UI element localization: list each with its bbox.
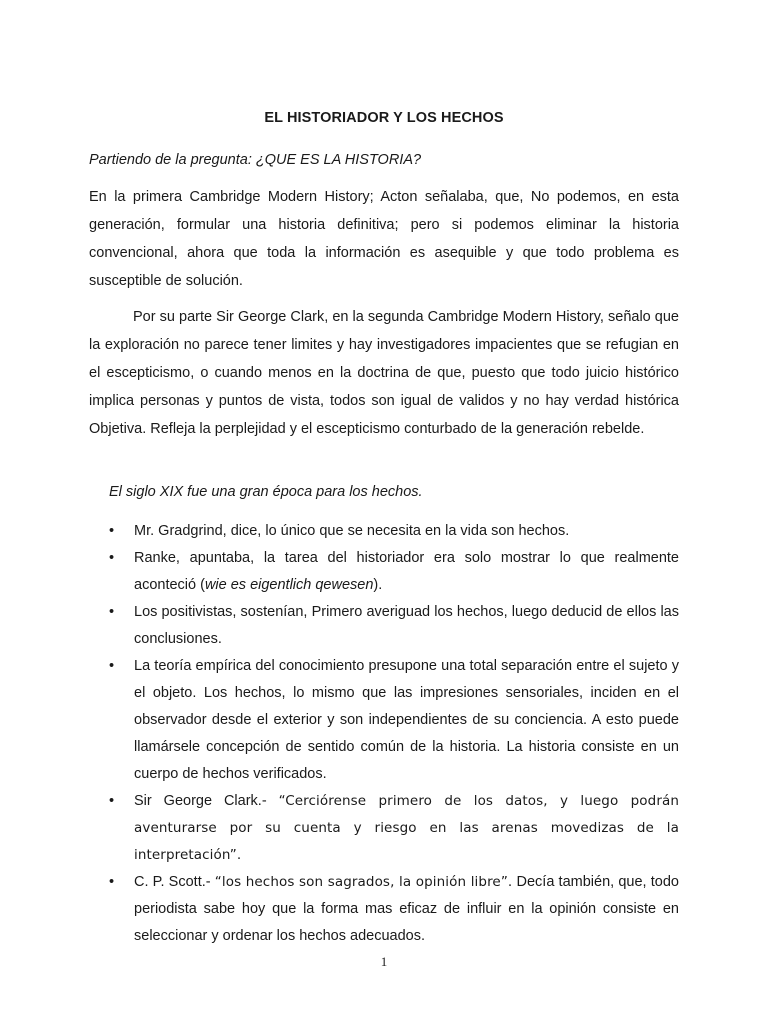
list-item-text: Sir George Clark.- xyxy=(134,793,279,809)
paragraph-acton: En la primera Cambridge Modern History; Acton señalaba, que, No podemos, en esta generación, formular una historia definitiva; pero si podemos eliminar la historia convencional, ahora que toda la información es asequible y que todo problema es susceptible de solución. xyxy=(89,189,679,289)
list-item-ranke xyxy=(89,545,679,599)
list-item-positivistas xyxy=(89,599,679,653)
list-item-text: C. P. Scott.- xyxy=(134,874,215,890)
list-item-scott-quote xyxy=(89,869,679,950)
facts-bullet-list xyxy=(89,518,679,950)
list-item-text: Los positivistas, sostenían, Primero averiguad los hechos, luego deducid de ellos las conclusiones. xyxy=(134,604,679,647)
list-item-text: Mr. Gradgrind, dice, lo único que se necesita en la vida son hechos. xyxy=(134,523,570,539)
list-item-clark-quote xyxy=(89,788,679,869)
list-item-text-end: Decía también, que, todo periodista sabe hoy que la forma mas eficaz de influir en la opinión consiste en seleccionar y ordenar los hechos adecuados. xyxy=(134,874,679,944)
paragraph-clark: Por su parte Sir George Clark, en la segunda Cambridge Modern History, señalo que la exploración no parece tener limites y hay investigadores impacientes que se refugian en el escepticismo, o cuando menos en la doctrina de que, puesto que todo juicio histórico implica personas y puntos de vista, todos son igual de validos y no hay verdad histórica Objetiva. Refleja la perplejidad y el escepticismo conturbado de la generación rebelde. xyxy=(89,309,679,437)
quotation: “los hechos son sagrados, la opinión libre”. xyxy=(214,874,513,890)
subtitle: Partiendo de la pregunta: ¿QUE ES LA HISTORIA? xyxy=(89,152,422,168)
german-phrase: wie es eigentlich qewesen xyxy=(204,577,374,593)
list-item-teoria-empirica xyxy=(89,653,679,788)
quotation: “Cerciórense primero de los datos, y luego podrán aventurarse por su cuenta y riesgo en las arenas movedizas de la interpretación”. xyxy=(134,793,679,863)
bullet-icon: • xyxy=(109,550,115,566)
list-item-text: Ranke, apuntaba, la tarea del historiador era solo mostrar lo que realmente aconteció ( xyxy=(134,550,679,593)
bullet-icon: • xyxy=(109,604,115,620)
list-item-text-end: ). xyxy=(373,577,383,593)
page-number: 1 xyxy=(380,954,388,969)
century-statement: El siglo XIX fue una gran época para los hechos. xyxy=(109,484,423,500)
bullet-icon: • xyxy=(109,874,115,890)
list-item-text: La teoría empírica del conocimiento presupone una total separación entre el sujeto y el objeto. Los hechos, lo mismo que las impresiones sensoriales, inciden en el observador desde el exterior y son independientes de su conciencia. A esto puede llamársele concepción de sentido común de la historia. La historia consiste en un cuerpo de hechos verificados. xyxy=(134,658,679,782)
document-title: EL HISTORIADOR Y LOS HECHOS xyxy=(264,110,504,126)
list-item-gradgrind xyxy=(89,518,679,545)
bullet-icon: • xyxy=(109,523,115,539)
bullet-icon: • xyxy=(109,793,115,809)
bullet-icon: • xyxy=(109,658,115,674)
